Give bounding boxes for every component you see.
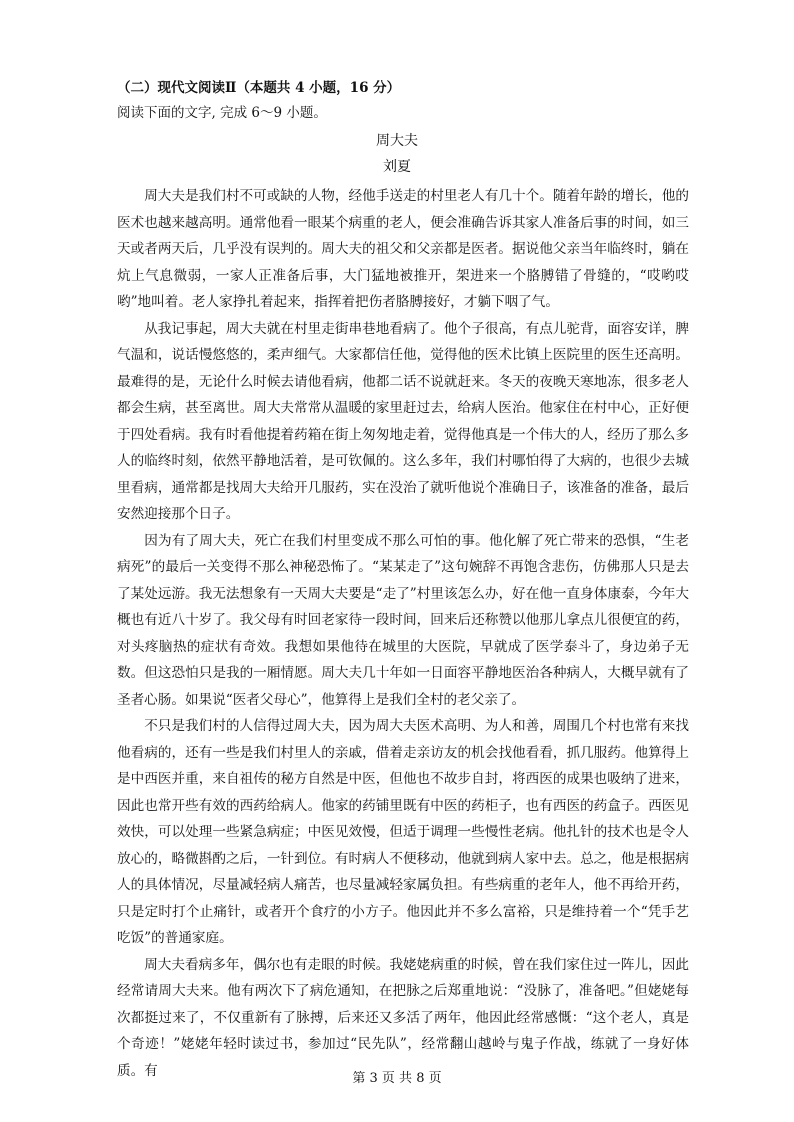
page-number-footer: 第 3 页 共 8 页 <box>352 1071 442 1086</box>
section-heading: （二）现代文阅读Ⅱ（本题共 4 小题，16 分） <box>117 80 401 96</box>
paragraph-2: 从我记事起，周大夫就在村里走街串巷地看病了。他个子很高，有点儿驼背，面容安详，脾气温和，说话慢悠悠的，柔声细气。大家都信任他，觉得他的医术比镇上医院里的医生还高明。最难得的是，无论什么时候去请他看病，他都二话不说就赶来。冬天的夜晚天寒地冻，很多老人都会生病，甚至离世。周大夫常常从温暖的家里赶过去，给病人医治。他家住在村中心，正好便于四处看病。我有时看他提着药箱在街上匆匆地走着，觉得他真是一个伟大的人，经历了那么多人的临终时刻，依然平静地活着，是可钦佩的。这么多年，我们村哪怕得了大病的，也很少去城里看病，通常都是找周大夫给开几服药，实在没治了就听他说个准确日子，该准备的准备，最后安然迎接那个日子。 <box>117 320 689 522</box>
paragraph-5: 周大夫看病多年，偶尔也有走眼的时候。我姥姥病重的时候，曾在我们家住过一阵儿，因此经常请周大夫来。他有两次下了病危通知，在把脉之后郑重地说：“没脉了，准备吧。”但姥姥每次都挺过来了，不仅重新有了脉搏，后来还又多活了两年，他因此经常感慨：“这个老人，真是个奇迹！”姥姥年轻时读过书，参加过“民先队”，经常翻山越岭与鬼子作战，练就了一身好体质。有 <box>117 956 689 1079</box>
paragraph-1: 周大夫是我们村不可或缺的人物，经他手送走的村里老人有几十个。随着年龄的增长，他的医术也越来越高明。通常他看一眼某个病重的老人，便会准确告诉其家人准备后事的时间，如三天或者两天后，几乎没有误判的。周大夫的祖父和父亲都是医者。据说他父亲当年临终时，躺在炕上气息微弱，一家人正准备后事，大门猛地被推开，架进来一个胳膊错了骨缝的，“哎哟哎哟”地叫着。老人家挣扎着起来，指挥着把伤者胳膊接好，才躺下咽了气。 <box>117 188 689 310</box>
article-author: 刘夏 <box>383 159 411 175</box>
paragraph-4: 不只是我们村的人信得过周大夫，因为周大夫医术高明、为人和善，周围几个村也常有来找他看病的，还有一些是我们村里人的亲戚，借着走亲访友的机会找他看看，抓几服药。他算得上是中西医并重，来自祖传的秘方自然是中医，但他也不故步自封，将西医的成果也吸纳了进来，因此也常开些有效的西药给病人。他家的药铺里既有中医的药柜子，也有西医的药盒子。西医见效快，可以处理一些紧急病症；中医见效慢，但适于调理一些慢性老病。他扎针的技术也是令人放心的，略微斟酌之后，一针到位。有时病人不便移动，他就到病人家中去。总之，他是根据病人的具体情况，尽量减轻病人痛苦，也尽量减轻家属负担。有些病重的老年人，他不再给开药，只是定时打个止痛针，或者开个食疗的小方子。他因此并不多么富裕，只是维持着一个“凭手艺吃饭”的普通家庭。 <box>117 718 689 946</box>
paragraph-3: 因为有了周大夫，死亡在我们村里变成不那么可怕的事。他化解了死亡带来的恐惧，“生老病死”的最后一关变得不那么神秘恐怖了。“某某走了”这句婉辞不再饱含悲伤，仿佛那人只是去了某处远游。我无法想象有一天周大夫要是“走了”村里该怎么办，好在他一直身体康泰，今年大概也有近八十岁了。我父母有时回老家待一段时间，回来后还称赞以他那儿拿点儿很便宜的药，对头疼脑热的症状有奇效。我想如果他待在城里的大医院，早就成了医学泰斗了，身边弟子无数。但这恐怕只是我的一厢情愿。周大夫几十年如一日面容平静地医治各种病人，大概早就有了圣者心肠。如果说“医者父母心”，他算得上是我们全村的老父亲了。 <box>117 532 689 708</box>
article-title: 周大夫 <box>376 133 418 149</box>
article-body <box>117 183 689 1084</box>
reading-instructions: 阅读下面的文字, 完成 6～9 小题。 <box>117 105 327 121</box>
